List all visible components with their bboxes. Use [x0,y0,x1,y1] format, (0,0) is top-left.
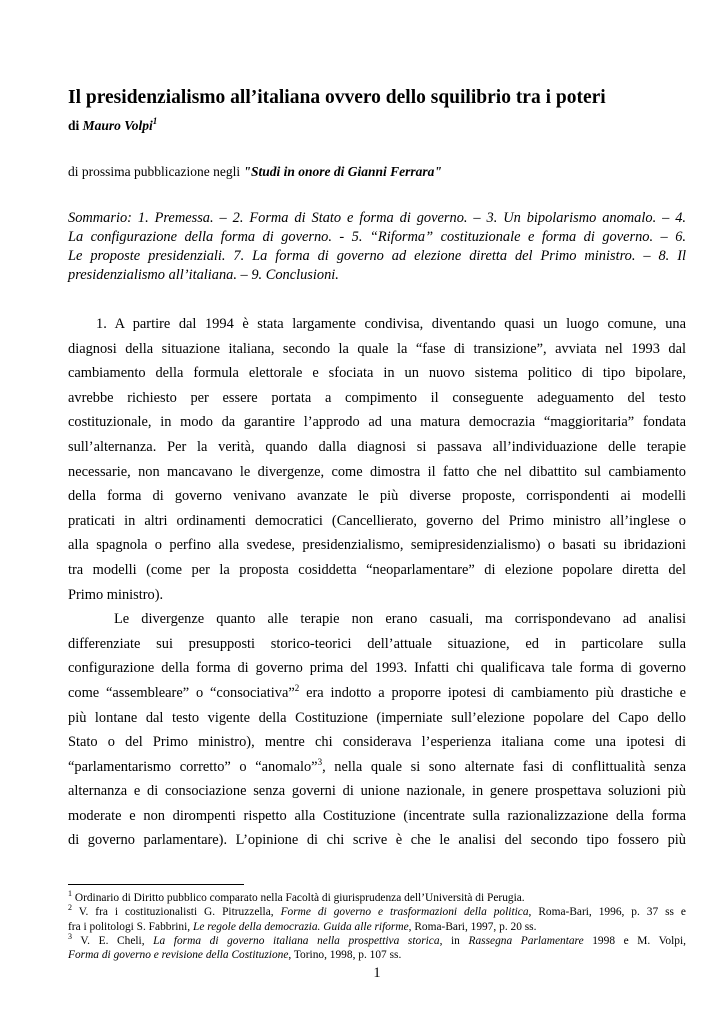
paragraph-1-line: sull’alternanza. Per la verità, quando dalla diagnosi si passava all’individuazione delle terapie [68,438,686,455]
paragraph-1-line: praticati in altri ordinamenti democratici (Cancellierato, governo del Primo ministro all’inglese o [68,512,686,529]
document-title: Il presidenzialismo all’italiana ovvero dello squilibrio tra i poteri [68,87,606,108]
footnote-number: 1 [68,889,72,898]
publication-note [68,164,442,180]
footnote-text: Ordinario di Diritto pubblico comparato nella Facoltà di giurisprudenza dell’Università di Perugia. [72,892,525,904]
paragraph-2-text: , nella quale si sono alternate fasi di conflittualità senza [322,758,686,775]
paragraph-2-line [68,681,686,706]
paragraph-2-line: Stato o del Primo ministro), mentre chi considerava l’esperienza italiana come una ipotesi di [68,734,686,751]
footnote-2 [68,905,686,919]
author-prefix: di [68,118,83,133]
publication-venue: "Studi in onore di Gianni Ferrara" [243,164,442,179]
paragraph-1-line: necessarie, non mancavano le divergenze, come dimostra il fatto che nel dibattito sul cambiamento [68,463,686,480]
paragraph-2-text: “parlamentarismo corretto” o “anomalo” [68,758,318,775]
footnote-3-cont [68,948,686,962]
footnote-text: , in [439,934,469,947]
footnote-text: , Roma-Bari, 1997, p. 20 ss. [408,920,537,933]
paragraph-2-line: configurazione della forma di governo prima del 1993. Infatti chi qualificava tale forma di governo [68,660,686,677]
paragraph-2-line: di governo parlamentare). L’opinione di chi scrive è che le analisi del secondo tipo fossero più [68,832,686,849]
author-line [68,118,157,134]
footnote-ref-2[interactable]: 2 [294,682,300,693]
summary-line: La configurazione della forma di governo. - 5. “Riforma” costituzionale e forma di governo. – 6. [68,229,686,245]
footnote-3 [68,931,686,948]
footnote-number: 3 [68,931,72,941]
paragraph-1-line: cambiamento della formula elettorale e sfociata in un nuovo sistema politico di tipo bipolare, [68,365,686,382]
footnote-text: 1998 e M. Volpi, [583,934,686,947]
footnote-separator [68,884,244,885]
footnote-1 [68,891,686,905]
paragraph-1-line: costituzionale, in modo da garantire l’approdo ad una matura democrazia “maggioritaria” fondata [68,414,686,431]
footnote-text: V. fra i costituzionalisti G. Pitruzzella, [72,906,281,919]
footnote-citation-title: Forma di governo e revisione della Costituzione [68,949,289,962]
summary-line: Le proposte presidenziali. 7. La forma di governo ad elezione diretta del Primo ministro. – 8. Il [68,248,686,264]
paragraph-2-text: come “assembleare” o “consociativa” [68,684,295,701]
paragraph-1-line: tra modelli (come per la proposta cosiddetta “neoparlamentare” di elezione popolare diretta del [68,561,686,578]
paragraph-2-line [68,755,686,780]
footnote-2-cont [68,920,686,934]
author-name: Mauro Volpi [82,118,153,133]
footnote-ref-3[interactable]: 3 [317,756,323,767]
paragraph-1-line: alla spagnola o perfino alla svedese, presidenzialismo, semipresidenzialismo) o basati su ibridazioni [68,537,686,554]
footnote-text: , Roma-Bari, 1996, p. 37 ss e [528,906,686,919]
footnote-text: fra i politologi S. Fabbrini, [68,920,193,933]
summary-line: Sommario: 1. Premessa. – 2. Forma di Stato e forma di governo. – 3. Un bipolarismo anomalo. – 4. [68,210,686,226]
body-text [68,312,686,853]
paragraph-2-line: moderate e non dirompenti rispetto alla Costituzione (incentrate sulla razionalizzazione della forma [68,807,686,824]
summary [68,209,686,285]
summary-line: presidenzialismo all’italiana. – 9. Conclusioni. [68,267,339,283]
footnote-citation-title: Le regole della democrazia. Guida alle riforme [192,920,409,933]
paragraph-2-line: alternanza e di consociazione senza governi di unione nazionale, in genere prospettava soluzioni più [68,783,686,800]
paragraph-2-line: differenziate sui presupposti storico-teorici dell’attuale situazione, ed in particolare sulla [68,635,686,652]
footnote-citation-title: Rassegna Parlamentare [468,934,584,947]
paragraph-1-line: avrebbe richiesto per essere portata a compimento il conseguente adeguamento del testo [68,389,686,406]
paragraph-1-line: 1. A partire dal 1994 è stata largamente condivisa, diventando quasi un luogo comune, una [96,316,686,332]
footnote-number: 2 [68,903,72,913]
paragraph-1-line: Primo ministro). [68,586,164,603]
paragraph-2-line: Le divergenze quanto alle terapie non erano casuali, ma corrispondevano ad analisi [114,611,686,628]
footnote-citation-title: La forma di governo italiana nella prospettiva storica [153,934,440,947]
paragraph-1-line: della forma di governo venivano avanzate le più diverse proposte, corrispondenti ai modelli [68,488,686,505]
publication-prefix: di prossima pubblicazione negli [68,164,244,179]
page-number: 1 [373,965,381,981]
footnotes [68,891,686,962]
footnote-citation-title: Forme di governo e trasformazioni della politica [280,906,529,919]
paragraph-2-line: più lontane dal testo vigente della Costituzione (imperniate sull’elezione popolare del Capo dello [68,709,686,726]
footnote-text: V. E. Cheli, [72,934,154,947]
footnote-ref-1[interactable]: 1 [152,116,158,126]
footnote-text: , Torino, 1998, p. 107 ss. [288,949,402,962]
paragraph-2-text: era indotto a proporre ipotesi di cambiamento più drastiche e [299,684,686,701]
paragraph-1-line: diagnosi della situazione italiana, secondo la quale la “fase di transizione”, avviata nel 1993 dal [68,340,686,357]
